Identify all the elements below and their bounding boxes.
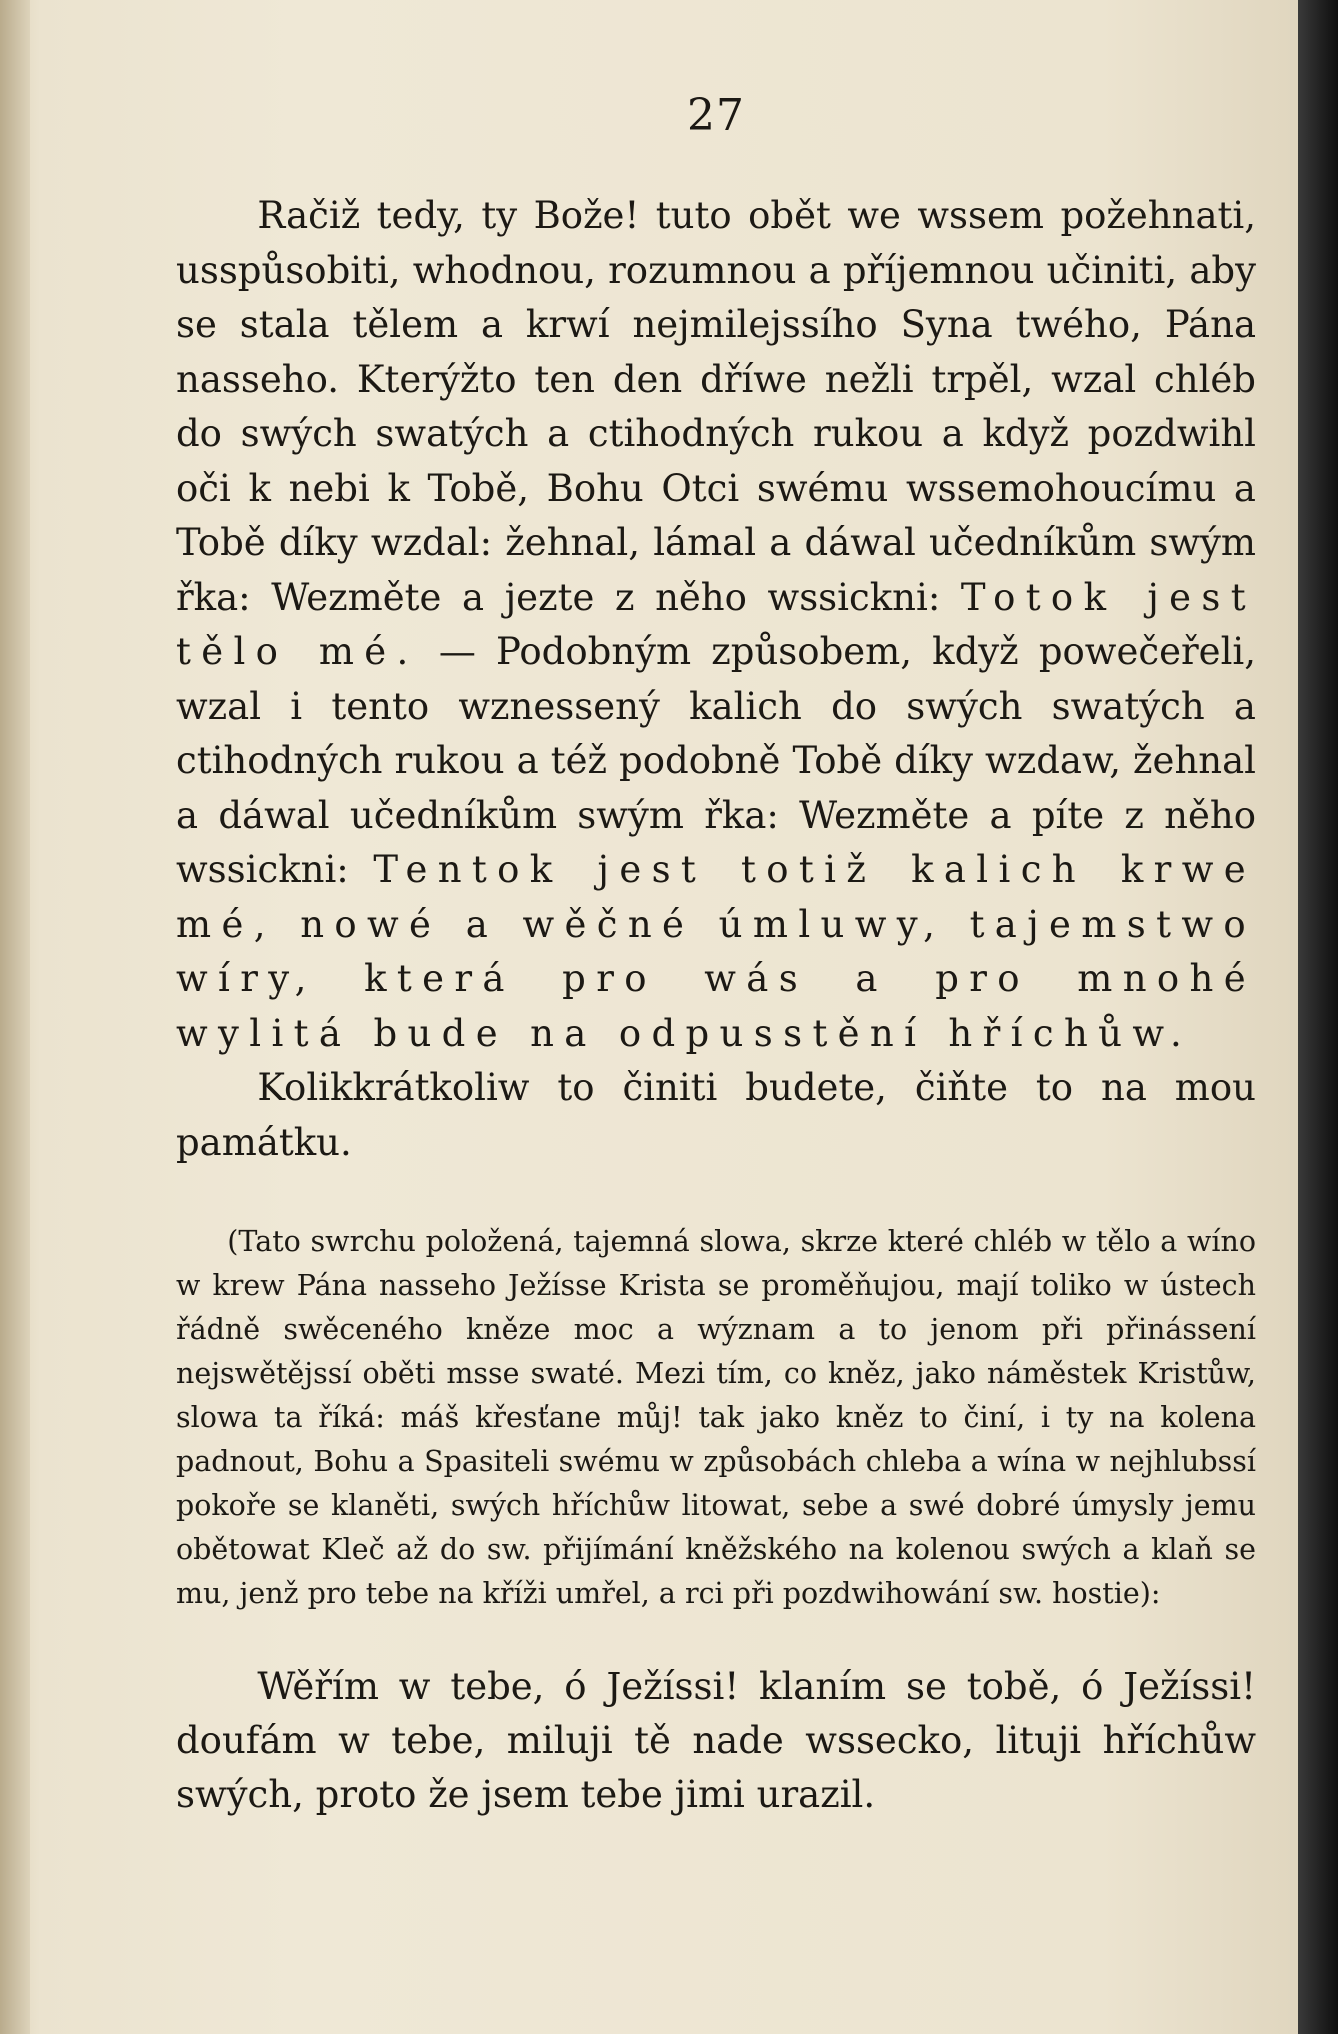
paragraph-consecration-part-c: — Podobným způsobem, když powečeřeli, wzal i tento wznessený kalich do swých swatých a ctihodných rukou a též podobně Tobě díky wzdaw, žehnal a dáwal učedníkům swým řka: Wezměte a píte z něho wssickni: (176, 630, 1256, 891)
page-edge-shadow (1298, 0, 1338, 2034)
paragraph-consecration-part-a: Račiž tedy, ty Bože! tuto obět we wssem požehnati, usspůsobiti, whodnou, rozumnou a příjemnou učiniti, aby se stala tělem a krwí nejmilejssího Syna twého, Pána nasseho. Kterýžto ten den dříwe nežli trpěl, wzal chléb do swých swatých a ctihodných rukou a když pozdwihl oči k nebi k Tobě, Bohu Otci swému wssemohoucímu a Tobě díky wzdal: žehnal, lámal a dáwal učedníkům swým řka: Wezměte a jezte z něho wssickni: (176, 194, 1256, 619)
main-text (176, 189, 1256, 1170)
page-spine-shadow (0, 0, 30, 2034)
words-of-consecration-bread: Totok jest tělo mé. (176, 575, 1257, 673)
paragraph-consecration (176, 189, 1256, 1061)
rubric-note: (Tato swrchu položená, tajemná slowa, skrze které chléb w tělo a wíno w krew Pána nasseho Ježísse Krista se proměňujou, mají toliko w ústech řádně swěceného kněze moc a wýznam a to jenom při přinássení nejswětějssí oběti msse swaté. Mezi tím, co kněz, jako náměstek Kristůw, slowa ta říká: máš křesťane můj! tak jako kněz to činí, i ty na kolena padnout, Bohu a Spasiteli swému w způsobách chleba a wína w nejhlubssí pokoře se klaněti, swých hříchůw litowat, sebe a swé dobré úmysly jemu obětowat Kleč až do sw. přijímání kněžského na kolenou swých a klaň se mu, jenž pro tebe na kříži umřel, a rci při pozdwihowání sw. hostie): (176, 1225, 1256, 1610)
prayer-paragraph: Wěřím w tebe, ó Ježíssi! klaním se tobě, ó Ježíssi! doufám w tebe, miluji tě nade wssecko, lituji hříchůw swých, proto že jsem tebe jimi urazil. (176, 1665, 1256, 1816)
words-of-consecration-wine: Tentok jest totiž kalich krwe mé, nowé a wěčné úmluwy, tajemstwo wíry, která pro wás a pro mnohé wylitá bude na odpusstění hříchůw. (176, 848, 1256, 1055)
paragraph-remembrance: Kolikkrátkoliw to činiti budete, čiňte to na mou památku. (176, 1066, 1256, 1164)
page-content (176, 90, 1256, 1822)
page-number: 27 (687, 90, 745, 141)
